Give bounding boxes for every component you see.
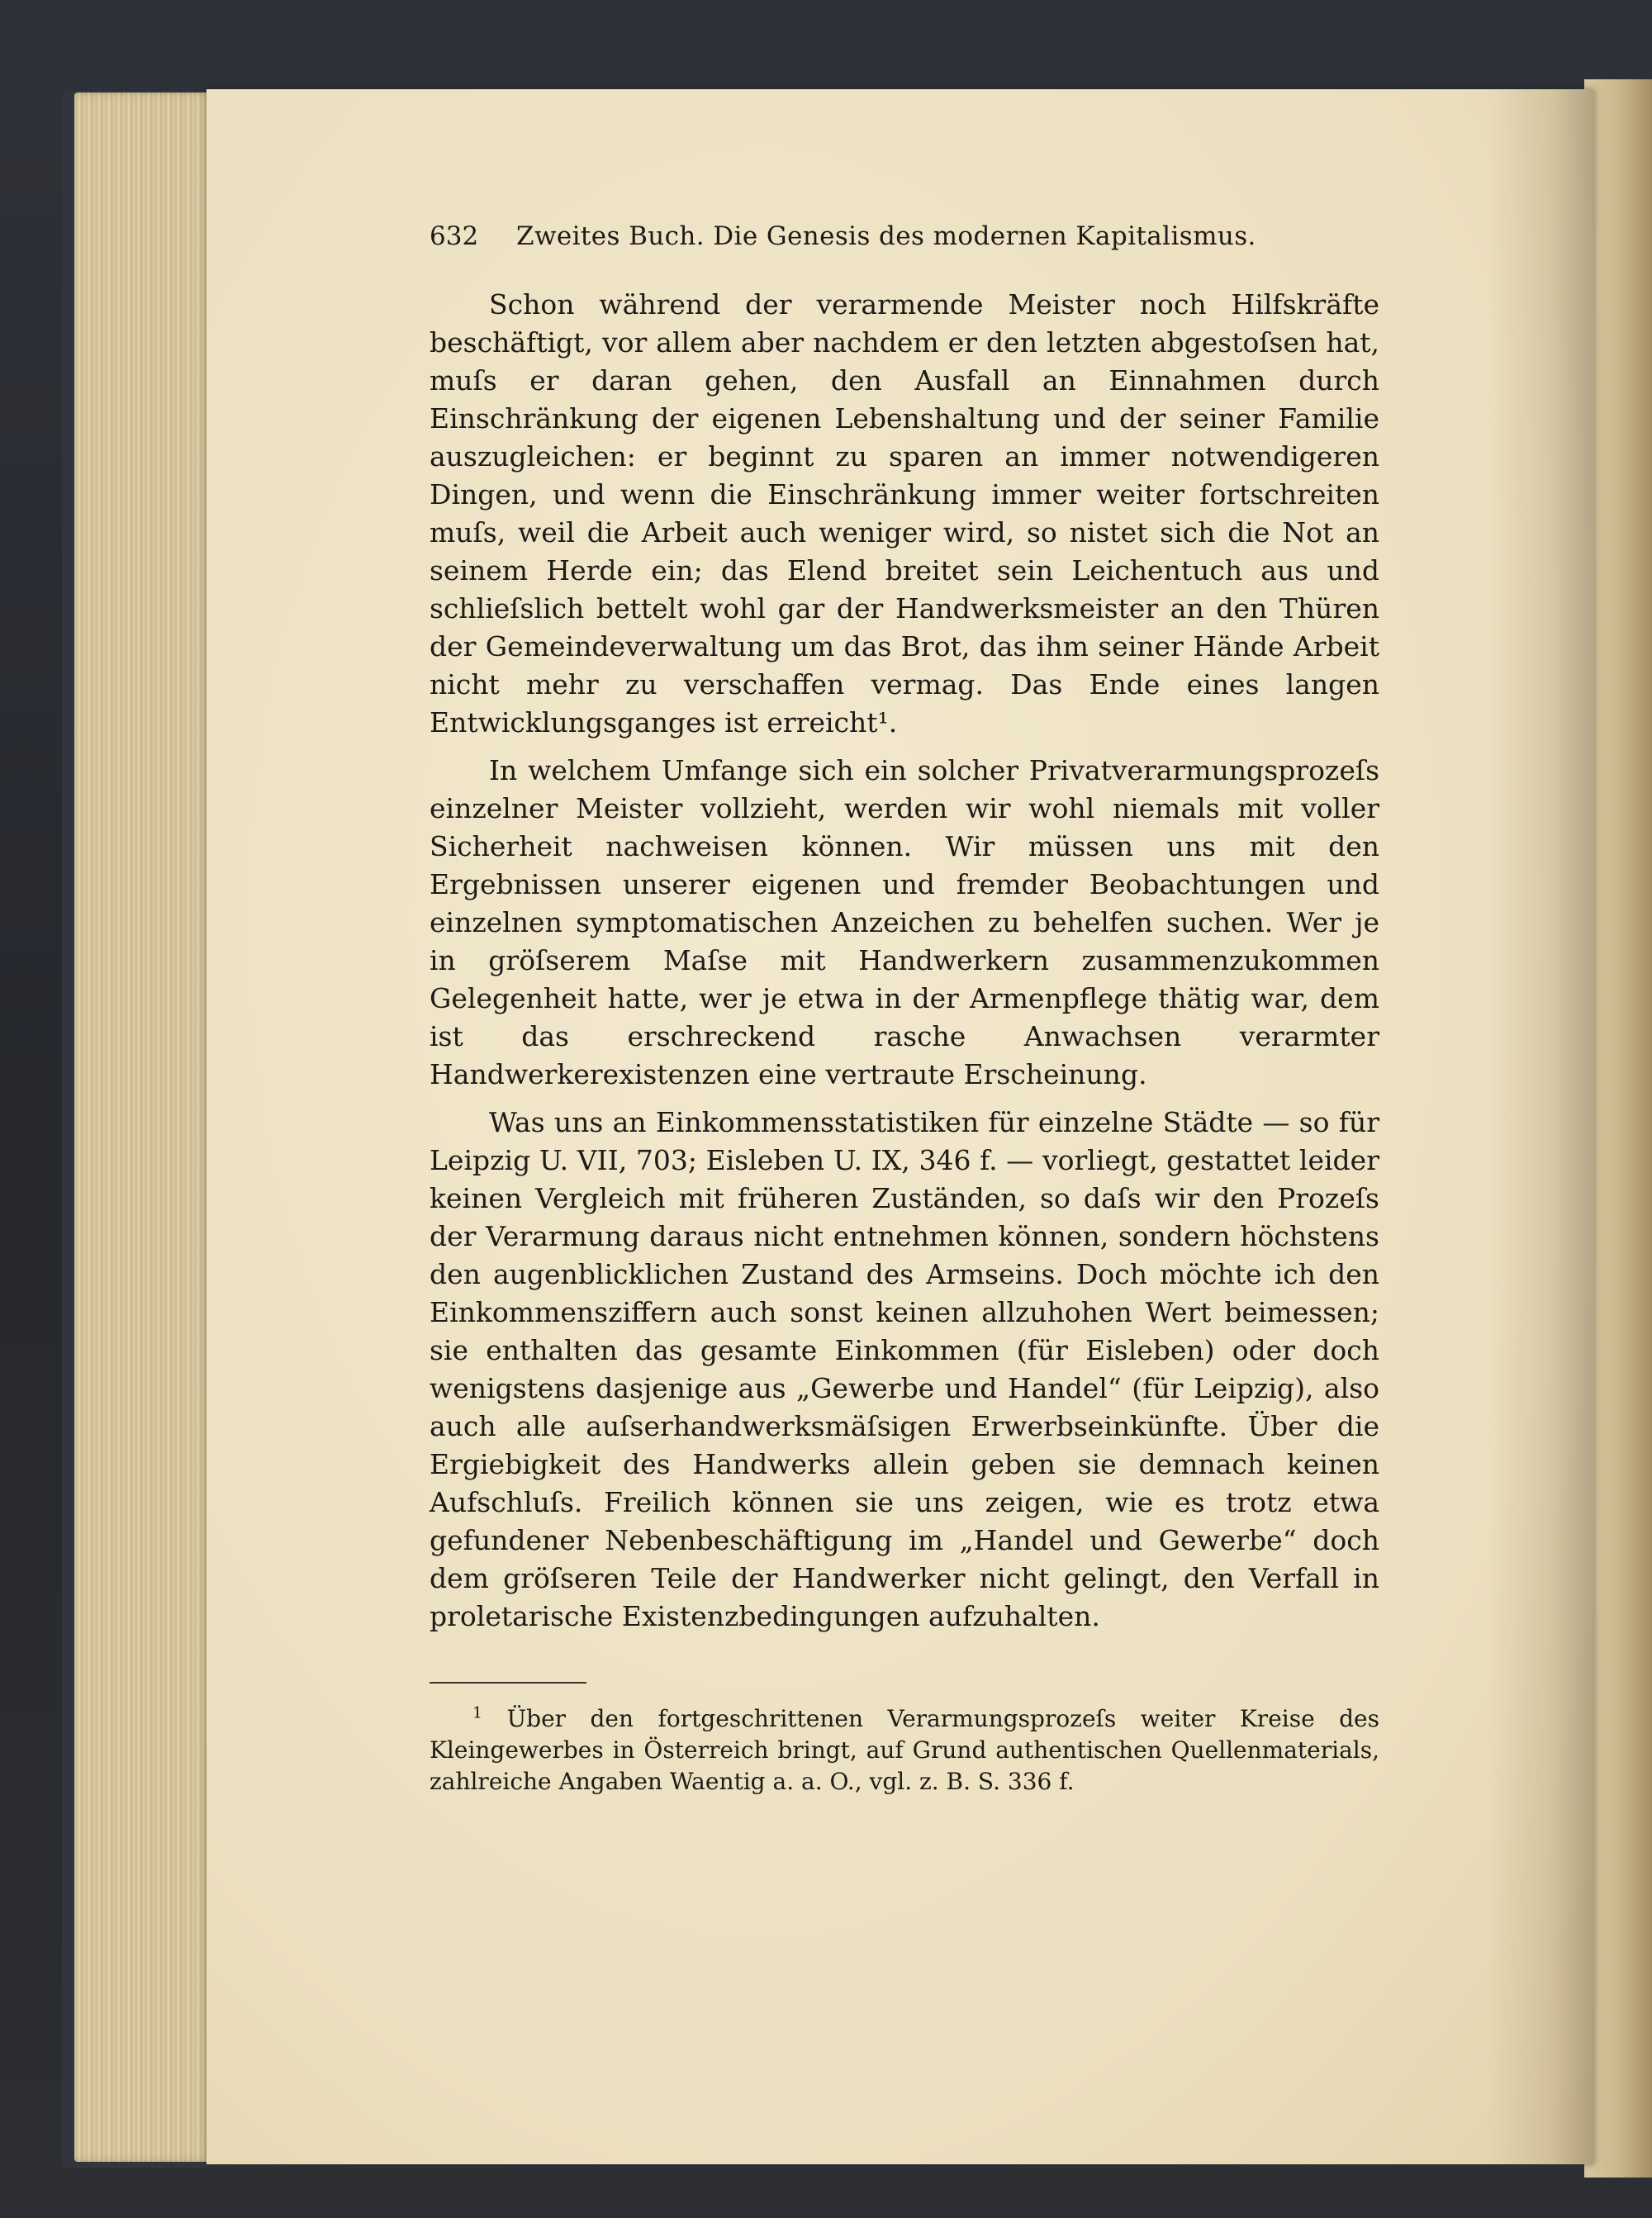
page-text — [430, 221, 1379, 1798]
footnote-text: Über den fortgeschrittenen Verarmungsprozeſs weiter Kreise des Kleingewerbes in Österreich bringt, auf Grund authentischen Quellenmaterials, zahlreiche Angaben Waentig a. a. O., vgl. z. B. S. 336 f. — [430, 1705, 1379, 1795]
page-edges — [74, 93, 215, 2162]
running-head-title: Zweites Buch. Die Genesis des modernen Kapitalismus. — [516, 221, 1256, 251]
footnote — [430, 1703, 1379, 1798]
facing-page-edge — [1584, 79, 1652, 2178]
page-number: 632 — [430, 221, 479, 251]
gutter-shadow — [1487, 89, 1594, 2164]
footnote-divider — [430, 1682, 586, 1684]
paragraph-2: In welchem Umfange sich ein solcher Privatverarmungsprozeſs einzelner Meister vollzieht, werden wir wohl niemals mit voller Sicherheit nachweisen können. Wir müssen uns mit den Ergebnissen unserer eigenen und fremder Beobachtungen und einzelnen symptomatischen Anzeichen zu behelfen suchen. Wer je in gröſserem Maſse mit Handwerkern zusammenzukommen Gelegenheit hatte, wer je etwa in der Armenpflege thätig war, dem ist das erschreckend rasche Anwachsen verarmter Handwerkerexistenzen eine vertraute Erscheinung. — [430, 754, 1379, 1090]
paragraph-3: Was uns an Einkommensstatistiken für einzelne Städte — so für Leipzig U. VII, 703; Eisleben U. IX, 346 f. — vorliegt, gestattet leider keinen Vergleich mit früheren Zuständen, so daſs wir den Prozeſs der Verarmung daraus nicht entnehmen können, sondern höchstens den augenblicklichen Zustand des Armseins. Doch möchte ich den Einkommensziffern auch sonst keinen allzuhohen Wert beimessen; sie enthalten das gesamte Einkommen (für Eisleben) oder doch wenigstens dasjenige aus „Gewerbe und Handel“ (für Leipzig), also auch alle auſserhandwerksmäſsigen Erwerbseinkünfte. Über die Ergiebigkeit des Handwerks allein geben sie demnach keinen Aufschluſs. Freilich können sie uns zeigen, wie es trotz etwa gefundener Nebenbeschäftigung im „Handel und Gewerbe“ doch dem gröſseren Teile der Handwerker nicht gelingt, den Verfall in proletarische Existenzbedingungen aufzuhalten. — [430, 1106, 1379, 1632]
paragraph-1: Schon während der verarmende Meister noch Hilfskräfte beschäftigt, vor allem aber nachdem er den letzten abgestoſsen hat, muſs er daran gehen, den Ausfall an Einnahmen durch Einschränkung der eigenen Lebenshaltung und der seiner Familie auszugleichen: er beginnt zu sparen an immer notwendigeren Dingen, und wenn die Einschränkung immer weiter fortschreiten muſs, weil die Arbeit auch weniger wird, so nistet sich die Not an seinem Herde ein; das Elend breitet sein Leichentuch aus und schlieſslich bettelt wohl gar der Handwerksmeister an den Thüren der Gemeindeverwaltung um das Brot, das ihm seiner Hände Arbeit nicht mehr zu verschaffen vermag. Das Ende eines langen Entwicklungsganges ist erreicht¹. — [430, 288, 1379, 739]
footnote-marker: 1 — [472, 1703, 483, 1722]
running-header — [430, 221, 1379, 263]
